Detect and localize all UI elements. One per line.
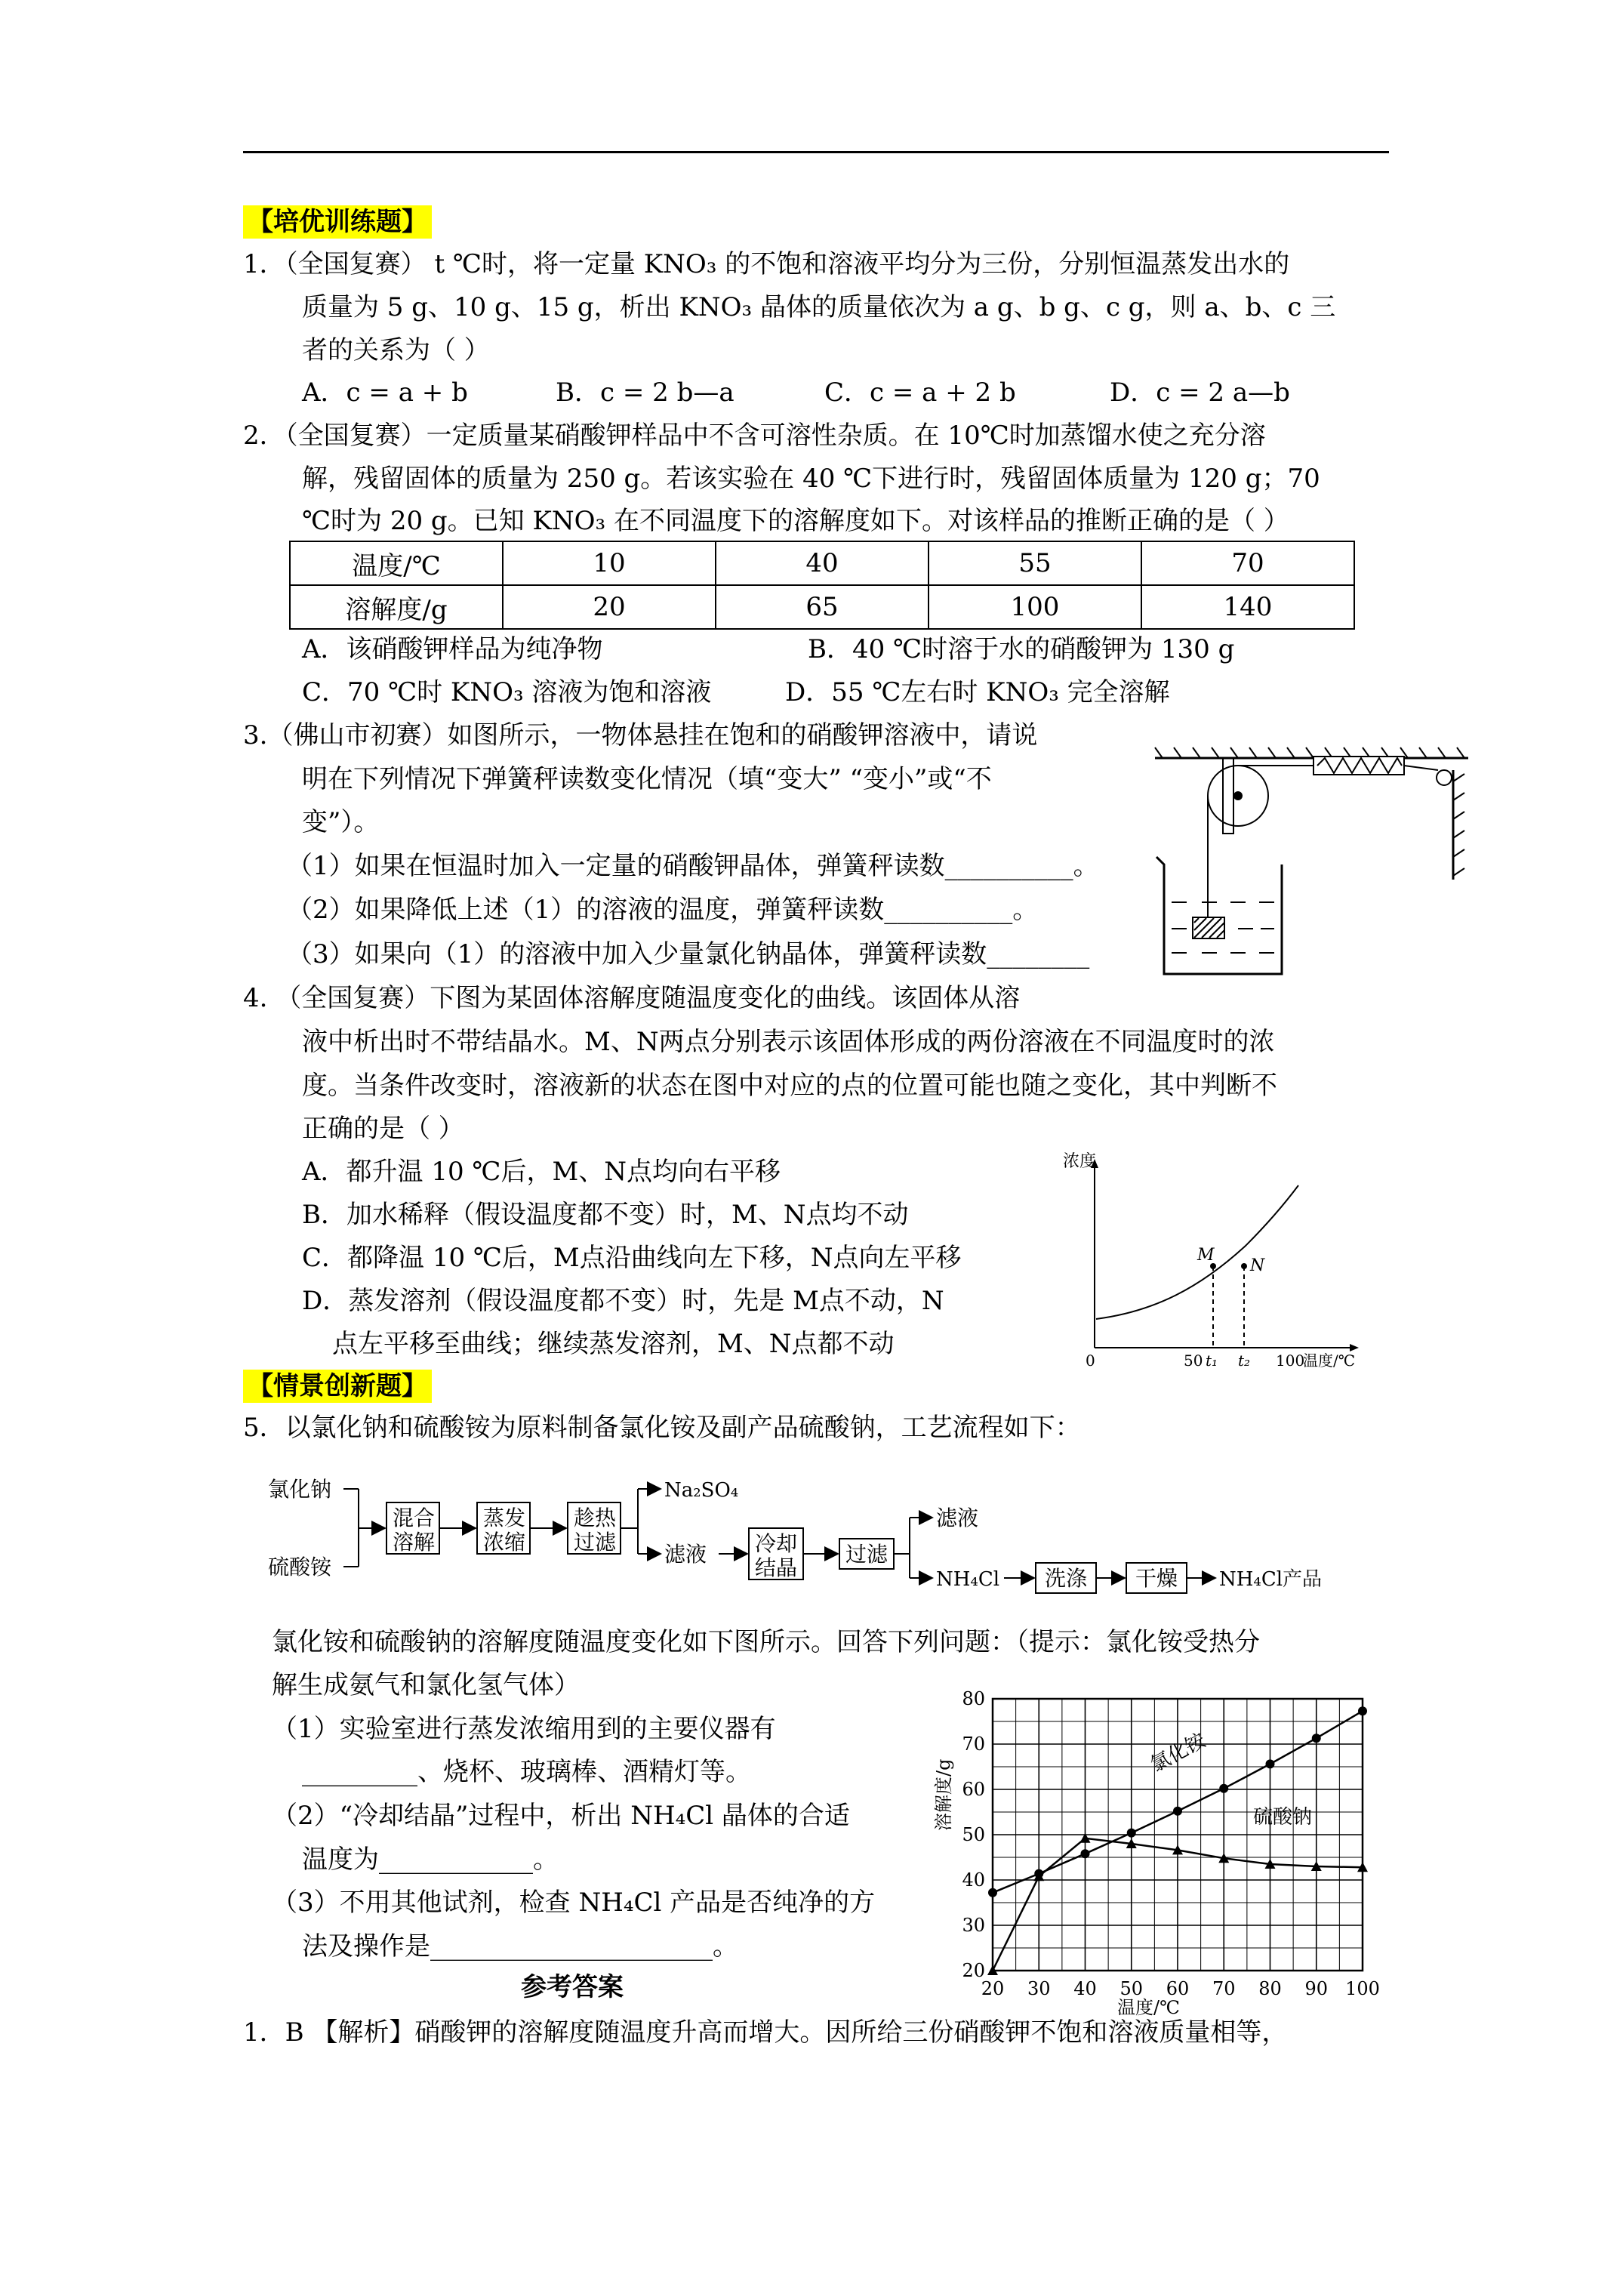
y-tick-label: 80: [962, 1688, 985, 1709]
q5-sub2b: 温度为____________。: [302, 1845, 559, 1875]
q5-line3: 解生成氨气和氯化氢气体）: [272, 1670, 580, 1700]
q5-line2: 氯化铵和硫酸钠的溶解度随温度变化如下图所示。回答下列问题：（提示：氯化铵受热分: [272, 1627, 1260, 1657]
x-tick-label: 50: [1119, 1978, 1144, 1999]
answers-title: 参考答案: [521, 1972, 624, 2002]
chart-xlabel: 温度/℃: [1117, 1997, 1180, 2018]
series-label-na2so4: 硫酸钠: [1253, 1806, 1313, 1829]
table-cell: 65: [716, 585, 929, 629]
y-tick-label: 30: [962, 1915, 985, 1936]
q2-option-b: B．40 ℃时溶于水的硝酸钾为 130 g: [808, 634, 1235, 664]
table-cell: 100: [929, 585, 1141, 629]
table-cell: 20: [503, 585, 716, 629]
graph-point-n: N: [1250, 1256, 1265, 1275]
flow-step-dissolve: 溶解: [393, 1530, 436, 1555]
q2-line1: 2．（全国复赛）一定质量某硝酸钾样品中不含可溶性杂质。在 10℃时加蒸馏水使之充分溶: [243, 421, 1266, 451]
flow-nh4cl: NH₄Cl: [936, 1568, 1000, 1591]
x-tick-label: 30: [1027, 1978, 1051, 1999]
flow-step-cool: 冷却: [755, 1531, 798, 1556]
q1-option-c: C．c = a + 2 b: [824, 378, 1016, 408]
answer-1: 1．B 【解析】硝酸钾的溶解度随温度升高而增大。因所给三份硝酸钾不饱和溶液质量相等，: [243, 2017, 1288, 2048]
q2-option-a: A．该硝酸钾样品为纯净物: [302, 634, 603, 664]
graph-tick-t2: t₂: [1238, 1351, 1251, 1370]
data-point: [1081, 1849, 1090, 1858]
data-point: [1266, 1759, 1275, 1768]
chart-ylabel: 溶解度/g: [933, 1758, 954, 1831]
q3-line3: 变”）。: [302, 807, 380, 837]
q1-option-a: A．c = a + b: [302, 378, 468, 408]
table-cell: 温度/℃: [290, 541, 503, 585]
q5-sub1a: （1）实验室进行蒸发浓缩用到的主要仪器有: [272, 1714, 776, 1744]
x-tick-label: 70: [1212, 1978, 1236, 1999]
flow-filtrate1: 滤液: [664, 1542, 707, 1567]
table-cell: 10: [503, 541, 716, 585]
y-tick-label: 60: [962, 1779, 985, 1800]
q1-line3: 者的关系为（ ）: [302, 335, 490, 365]
flow-step-dry: 干燥: [1135, 1566, 1178, 1591]
q1-option-b: B．c = 2 b—a: [556, 378, 735, 408]
q3-line1: 3.（佛山市初赛）如图所示，一物体悬挂在饱和的硝酸钾溶液中，请说: [243, 720, 1038, 750]
q2-option-d: D．55 ℃左右时 KNO₃ 完全溶解: [785, 677, 1170, 707]
flow-output-na2so4: Na₂SO₄: [664, 1479, 739, 1502]
data-point: [1312, 1734, 1321, 1743]
q4-option-a: A．都升温 10 ℃后，M、N点均向右平移: [302, 1157, 781, 1187]
flow-step-hot: 趁热: [574, 1505, 617, 1530]
q3-line2: 明在下列情况下弹簧秤读数变化情况（填“变大” “变小”或“不: [302, 764, 992, 794]
data-point: [988, 1888, 997, 1897]
q2-option-c: C．70 ℃时 KNO₃ 溶液为饱和溶液: [302, 677, 712, 707]
table-cell: 55: [929, 541, 1141, 585]
flow-step-concentrate: 浓缩: [483, 1530, 526, 1555]
flow-step-wash: 洗涤: [1045, 1566, 1088, 1591]
y-tick-label: 40: [962, 1869, 985, 1891]
graph-tick-t1: t₁: [1206, 1351, 1218, 1370]
table-cell: 140: [1141, 585, 1354, 629]
q4-line2: 液中析出时不带结晶水。M、N两点分别表示该固体形成的两份溶液在不同温度时的浓: [302, 1027, 1275, 1057]
graph-ylabel: 浓度: [1063, 1152, 1097, 1171]
q3-sub1: （1）如果在恒温时加入一定量的硝酸钾晶体，弹簧秤读数__________。: [287, 851, 1099, 881]
spring-scale-figure: [1155, 747, 1472, 997]
graph-xlabel: 温度/℃: [1303, 1351, 1356, 1370]
chart-x-ticks: [981, 1978, 1380, 1999]
data-point: [1358, 1706, 1367, 1715]
graph-tick-50: 50: [1184, 1351, 1203, 1370]
q4-line4: 正确的是（ ）: [302, 1114, 464, 1144]
data-point: [1127, 1829, 1136, 1838]
y-tick-label: 20: [962, 1960, 985, 1981]
graph-tick-100: 100: [1276, 1351, 1305, 1370]
q1-line1: 1．（全国复赛） t ℃时，将一定量 KNO₃ 的不饱和溶液平均分为三份，分别恒温蒸发出水的: [243, 249, 1290, 279]
table-cell: 溶解度/g: [290, 585, 503, 629]
q5-sub2a: （2）“冷却结晶”过程中，析出 NH₄Cl 晶体的合适: [272, 1801, 850, 1831]
q1-line2: 质量为 5 g、10 g、15 g，析出 KNO₃ 晶体的质量依次为 a g、b g、c g，则 a、b、c 三: [302, 292, 1336, 322]
graph-point-m: M: [1197, 1246, 1215, 1265]
data-point: [1173, 1807, 1182, 1816]
q3-sub2: （2）如果降低上述（1）的溶液的温度，弹簧秤读数__________。: [287, 895, 1039, 925]
q1-option-d: D．c = 2 a—b: [1110, 378, 1290, 408]
x-tick-label: 80: [1258, 1978, 1282, 1999]
x-tick-label: 100: [1345, 1978, 1380, 1999]
x-tick-label: 20: [981, 1978, 1005, 1999]
q3-sub3: （3）如果向（1）的溶液中加入少量氯化钠晶体，弹簧秤读数________: [287, 939, 1090, 969]
table-row: [290, 541, 1354, 585]
q2-line2: 解，残留固体的质量为 250 g。若该实验在 40 ℃下进行时，残留固体质量为 120 g；70: [302, 464, 1320, 494]
flow-step-mix: 混合: [393, 1505, 436, 1530]
q4-line1: 4. （全国复赛）下图为某固体溶解度随温度变化的曲线。该固体从溶: [243, 983, 1021, 1013]
q2-line3: ℃时为 20 g。已知 KNO₃ 在不同温度下的溶解度如下。对该样品的推断正确的是（ ）: [302, 506, 1289, 536]
data-point: [1219, 1784, 1228, 1793]
concentration-graph: [1049, 1144, 1381, 1370]
top-rule: [243, 151, 1389, 153]
q4-option-c: C．都降温 10 ℃后，M点沿曲线向左下移，N点向左平移: [302, 1243, 962, 1273]
q5-sub3b: 法及操作是______________________。: [302, 1931, 738, 1962]
flow-product: NH₄Cl产品: [1219, 1568, 1323, 1591]
q4-option-d-line1: D．蒸发溶剂（假设温度都不变）时，先是 M点不动，N: [302, 1286, 944, 1316]
chart-y-ticks: [962, 1688, 985, 1981]
section-header-training: 【培优训练题】: [243, 205, 432, 239]
flow-input-nacl: 氯化钠: [268, 1477, 332, 1502]
series-label-nh4cl: 氯化铵: [1147, 1729, 1210, 1777]
solubility-table: [289, 541, 1355, 630]
graph-tick-0: 0: [1086, 1351, 1095, 1370]
process-flow-diagram: [257, 1465, 1389, 1593]
flow-step-evaporate: 蒸发: [483, 1505, 526, 1530]
flow-step-filter2: 过滤: [845, 1542, 888, 1567]
flow-step-filter1: 过滤: [574, 1530, 617, 1555]
q5-sub3a: （3）不用其他试剂，检查 NH₄Cl 产品是否纯净的方: [272, 1888, 876, 1918]
table-cell: 40: [716, 541, 929, 585]
x-tick-label: 90: [1304, 1978, 1329, 1999]
x-tick-label: 60: [1166, 1978, 1190, 1999]
flow-filtrate2: 滤液: [936, 1505, 979, 1530]
q5-sub1b: _________、烧杯、玻璃棒、酒精灯等。: [302, 1757, 751, 1787]
x-tick-label: 40: [1073, 1978, 1097, 1999]
flow-step-crystallize: 结晶: [755, 1555, 798, 1580]
flow-input-nh4so4: 硫酸铵: [268, 1555, 332, 1579]
q4-line3: 度。当条件改变时，溶液新的状态在图中对应的点的位置可能也随之变化，其中判断不: [302, 1071, 1277, 1101]
q5-line1: 5．以氯化钠和硫酸铵为原料制备氯化铵及副产品硫酸钠，工艺流程如下：: [243, 1413, 1081, 1443]
table-cell: 70: [1141, 541, 1354, 585]
solubility-chart: [929, 1687, 1404, 2020]
q4-option-d-line2: 点左平移至曲线；继续蒸发溶剂，M、N点都不动: [332, 1329, 895, 1359]
table-row: [290, 585, 1354, 629]
section-header-innovation: 【情景创新题】: [243, 1370, 432, 1403]
q4-option-b: B．加水稀释（假设温度都不变）时，M、N点均不动: [302, 1200, 909, 1230]
y-tick-label: 50: [962, 1824, 985, 1845]
y-tick-label: 70: [962, 1734, 985, 1755]
